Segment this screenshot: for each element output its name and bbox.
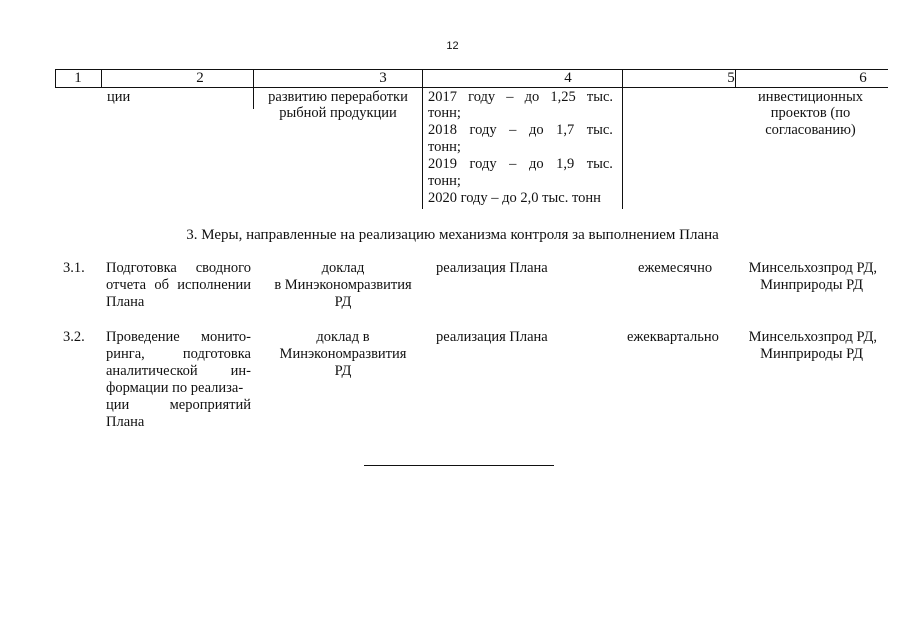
word: мероприятий — [169, 397, 251, 413]
word: тыс. — [586, 156, 613, 172]
cont-col4-line-7: 2020 году – до 2,0 тыс. тонн — [428, 190, 601, 206]
word: сводного — [195, 260, 251, 276]
row-3-1-executors-line-1: Минсельхозпрод РД, — [748, 260, 877, 276]
word: ин- — [230, 363, 251, 379]
word: – — [509, 122, 517, 138]
header-col-1: 1 — [74, 70, 82, 86]
cont-col4-line-6: тонн; — [428, 173, 461, 189]
word: 1,7 — [556, 122, 575, 138]
row-3-1-number: 3.1. — [63, 260, 85, 276]
row-3-1-executors-line-2: Минприроды РД — [760, 277, 863, 293]
row-3-2-period: ежеквартально — [627, 329, 719, 345]
word: году — [469, 122, 497, 138]
row-3-2-measure-line-4: формации по реализа- — [106, 380, 244, 396]
closing-rule — [364, 465, 554, 466]
word: исполнении — [177, 277, 251, 293]
cont-col6-line-3: согласованию) — [765, 122, 856, 138]
cont-col2-text: ции — [107, 89, 131, 105]
header-col-4: 4 — [564, 70, 572, 86]
word: 1,9 — [556, 156, 575, 172]
cont-col4-line-1 — [428, 89, 613, 106]
table-border-col6 — [735, 69, 736, 87]
cont-col4-line-4: тонн; — [428, 139, 461, 155]
header-col-3: 3 — [379, 70, 387, 86]
row-3-2-form-line-2: Минэкономразвития — [279, 346, 407, 362]
header-col-2: 2 — [196, 70, 204, 86]
word: 2019 — [428, 156, 457, 172]
table-header-row — [55, 69, 888, 88]
word: 2018 — [428, 122, 457, 138]
word: отчета — [106, 277, 147, 293]
word: году — [469, 156, 497, 172]
word: монито- — [200, 329, 251, 345]
section-title: 3. Меры, направленные на реализацию механизма контроля за выполнением Плана — [186, 227, 719, 243]
table-border-left — [55, 69, 56, 87]
cont-col6-line-2: проектов (по — [770, 105, 851, 121]
word: тыс. — [586, 89, 613, 105]
row-3-1-measure-line-1 — [106, 260, 251, 277]
word: до — [524, 89, 540, 105]
row-3-2-executors-line-2: Минприроды РД — [760, 346, 863, 362]
word: Проведение — [106, 329, 180, 345]
cont-col3-line-2: рыбной продукции — [279, 105, 397, 121]
row-3-2-measure-line-6: Плана — [106, 414, 145, 430]
word: об — [154, 277, 169, 293]
word: до — [528, 156, 544, 172]
word: году — [468, 89, 496, 105]
row-3-1-form-line-2: в Минэкономразвития — [274, 277, 412, 293]
word: 1,25 — [550, 89, 576, 105]
row-3-2-form-line-1: доклад в — [316, 329, 370, 345]
header-col-5: 5 — [727, 70, 735, 86]
row-3-1-form-line-1: доклад — [321, 260, 365, 276]
word: до — [528, 122, 544, 138]
word: аналитической — [106, 363, 198, 379]
row-3-2-measure-line-3 — [106, 363, 251, 380]
row-3-2-result: реализация Плана — [436, 329, 548, 345]
row-3-2-measure-line-5 — [106, 397, 251, 414]
word: ринга, — [106, 346, 145, 362]
page-number: 12 — [446, 40, 459, 52]
row-3-2-executors-line-1: Минсельхозпрод РД, — [748, 329, 877, 345]
table-border-col2 — [101, 69, 102, 87]
row-3-2-number: 3.2. — [63, 329, 85, 345]
word: тыс. — [586, 122, 613, 138]
word: Подготовка — [106, 260, 177, 276]
table-border-col5 — [622, 69, 623, 209]
word: подготовка — [182, 346, 251, 362]
header-col-6: 6 — [859, 70, 867, 86]
cont-col3-line-1: развитию переработки — [268, 89, 408, 105]
word: ции — [106, 397, 130, 413]
row-3-2-measure-line-1 — [106, 329, 251, 346]
word: – — [509, 156, 517, 172]
cont-col4-line-3 — [428, 122, 613, 139]
cont-col4-line-2: тонн; — [428, 105, 461, 121]
row-3-1-result: реализация Плана — [436, 260, 548, 276]
row-3-1-form-line-3: РД — [334, 294, 352, 310]
table-border-col4 — [422, 69, 423, 209]
table-border-col3 — [253, 69, 254, 109]
row-3-2-form-line-3: РД — [334, 363, 352, 379]
word: 2017 — [428, 89, 457, 105]
row-3-1-period: ежемесячно — [638, 260, 713, 276]
row-3-1-measure-line-2 — [106, 277, 251, 294]
cont-col6-line-1: инвестиционных — [758, 89, 863, 105]
row-3-2-measure-line-2 — [106, 346, 251, 363]
row-3-1-measure-line-3: Плана — [106, 294, 145, 310]
word: – — [506, 89, 514, 105]
cont-col4-line-5 — [428, 156, 613, 173]
